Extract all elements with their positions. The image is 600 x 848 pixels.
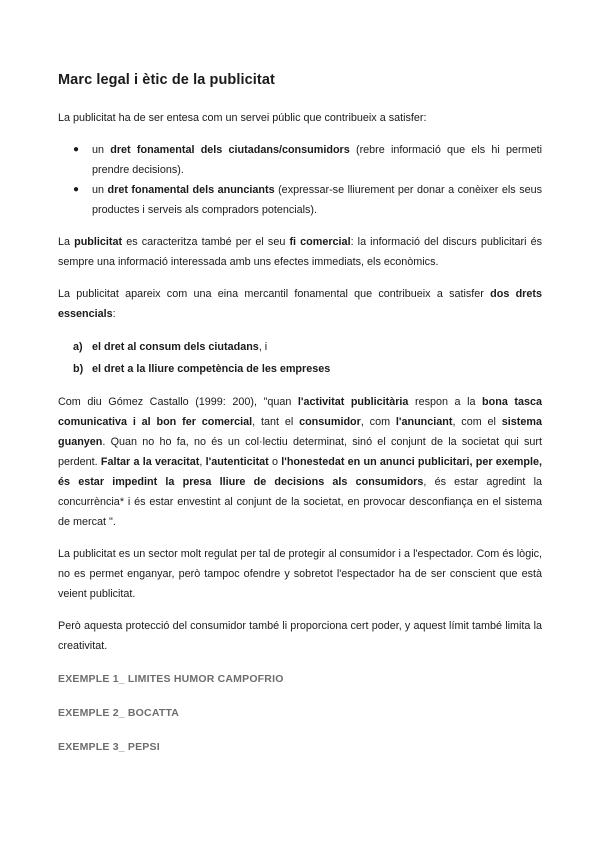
quote-paragraph: Com diu Gómez Castallo (1999: 200), "quan l'activitat publicitària respon a la bona tasca comunicativa i al bon fer comercial, tant el consumidor, com l'anunciant, com el sistema guanyen. Quan no ho fa, no és un col·lectiu determinat, sinó el conjunt de la societat qui surt perdent. Faltar a la veracitat, l'autenticitat o l'honestedat en un anunci publicitari, per exemple, és estar impedint la presa lliure de decisions als consumidors, és estar agredint la concurrència* i és estar envestint al conjunt de la societat, en provocar desconfiança en el sistema de mercat ". <box>58 396 543 528</box>
list-item: a) el dret al consum dels ciutadans, i <box>92 336 542 358</box>
essential-rights-paragraph: La publicitat apareix com una eina mercantil fonamental que contribueix a satisfer dos drets essencials: <box>58 288 542 320</box>
list-item: b) el dret a la lliure competència de les empreses <box>92 358 542 380</box>
creativity-paragraph: Però aquesta protecció del consumidor també li proporciona cert poder, y aquest límit també limita la creativitat. <box>58 620 542 652</box>
example-heading-2: EXEMPLE 2_ BOCATTA <box>58 707 180 719</box>
rights-bullet-list <box>58 140 542 220</box>
intro-paragraph: La publicitat ha de ser entesa com un servei públic que contribueix a satisfer: <box>58 112 427 124</box>
essential-rights-list <box>58 336 542 380</box>
example-heading-3: EXEMPLE 3_ PEPSI <box>58 741 160 753</box>
list-marker: a) <box>73 341 83 353</box>
commercial-purpose-paragraph: La publicitat es caracteritza també per el seu fi comercial: la informació del discurs publicitari és sempre una informació interessada amb uns efectes immediats, els econòmics. <box>58 236 543 268</box>
list-marker: b) <box>73 363 84 375</box>
bullet-icon: ● <box>73 144 80 155</box>
bullet-icon: ● <box>73 184 80 195</box>
example-heading-1: EXEMPLE 1_ LIMITES HUMOR CAMPOFRIO <box>58 673 284 685</box>
page-title: Marc legal i ètic de la publicitat <box>58 72 275 88</box>
list-item: ● un dret fonamental dels ciutadans/consumidors (rebre informació que els hi permeti prendre decisions). <box>92 140 542 180</box>
regulation-paragraph: La publicitat es un sector molt regulat per tal de protegir al consumidor i a l'espectador. Com és lògic, no es permet enganyar, però tampoc ofendre y sobretot l'espectador ha de ser conscient que està veient publicitat. <box>58 548 542 600</box>
list-item: ● un dret fonamental dels anunciants (expressar-se lliurement per donar a conèixer els seus productes i serveis als compradors potencials). <box>92 180 542 220</box>
